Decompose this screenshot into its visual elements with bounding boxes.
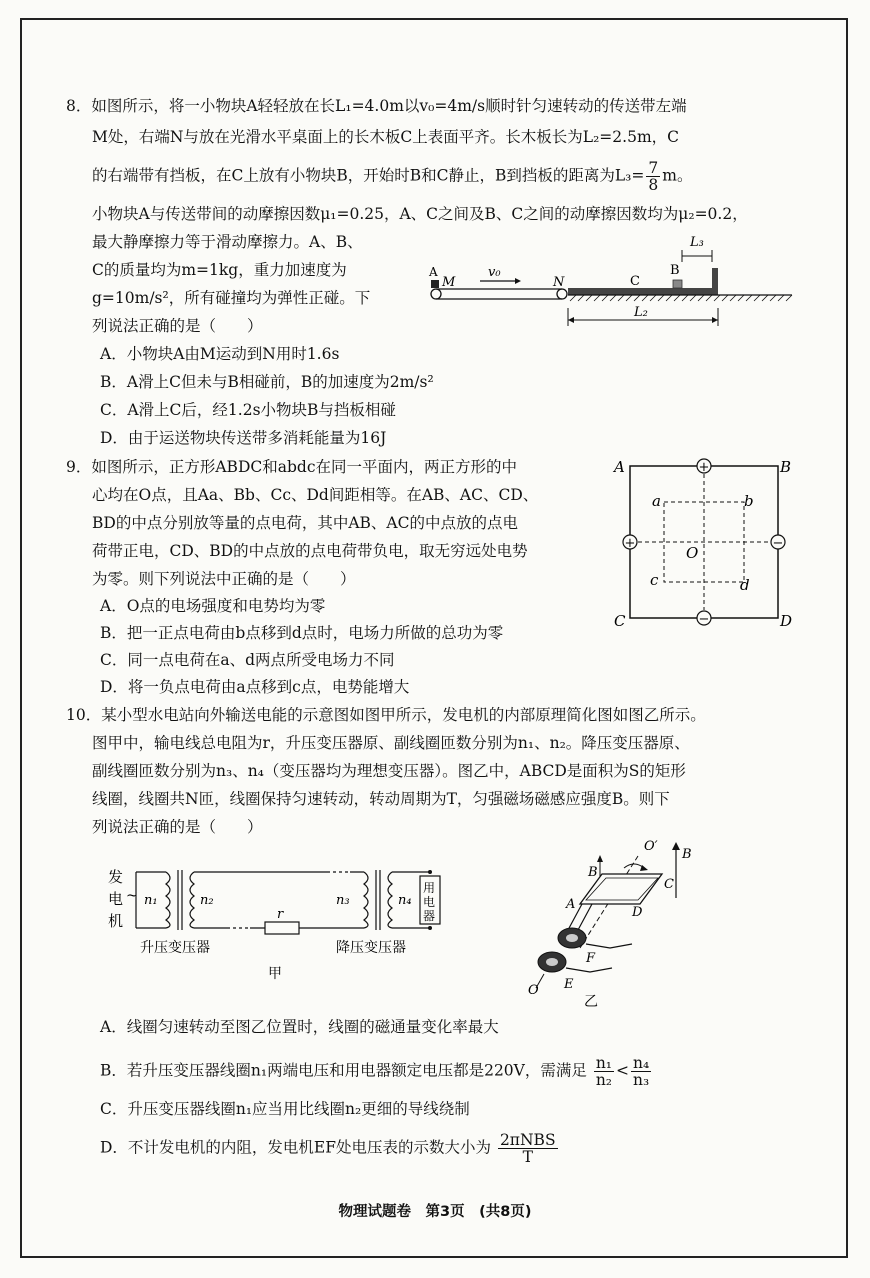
jia-device-1: 用: [423, 881, 436, 895]
q10-option-c: C．升压变压器线圈n₁应当用比线圈n₂更细的导线绕制: [100, 1100, 470, 1118]
q9-charge-bottom: −: [698, 612, 710, 627]
q8-line-3-unit: m。: [662, 166, 693, 185]
q10-option-d: [100, 1132, 560, 1165]
frac2-den: n₃: [633, 1071, 650, 1089]
q9-charge-left: +: [624, 536, 636, 551]
q9-line-4: 荷带正电，CD、BD的中点放的点电荷带负电，取无穷远处电势: [92, 542, 528, 560]
q9-label-O: O: [686, 544, 699, 562]
jia-step-up: 升压变压器: [140, 940, 210, 956]
q10-option-d-frac: [498, 1132, 558, 1165]
q10-line-4: 线圈，线圈共N匝，线圈保持匀速转动，转动周期为T，匀强磁场磁感应强度B。则下: [92, 790, 670, 808]
q8-fig-label-c: C: [630, 274, 640, 289]
q10-line-2: 图甲中，输电线总电阻为r，升压变压器原、副线圈匝数分别为n₁、n₂。降压变压器原、: [92, 734, 690, 752]
q10-line-3: 副线圈匝数分别为n₃、n₄（变压器均为理想变压器）。图乙中，ABCD是面积为S的矩形: [92, 762, 686, 780]
q9-label-a: a: [652, 492, 661, 510]
frac1-num: n₁: [595, 1054, 613, 1072]
q9-option-d: D．将一负点电荷由a点移到c点，电势能增大: [100, 678, 410, 696]
jia-step-down: 降压变压器: [336, 940, 406, 956]
q9-label-D: D: [780, 612, 793, 630]
q8-frac-den: 8: [648, 176, 659, 194]
q8-fig-label-m: M: [442, 275, 456, 290]
q8-line-2: M处，右端N与放在光滑水平桌面上的长木板C上表面平齐。长木板长为L₂=2.5m，C: [92, 128, 679, 146]
q10-option-d-text: D．不计发电机的内阻，发电机EF处电压表的示数大小为: [100, 1138, 491, 1157]
q8-fig-label-b: B: [670, 263, 680, 278]
page-footer: 物理试题卷 第3页 (共8页): [338, 1204, 532, 1220]
q8-option-b: B．A滑上C但未与B相碰前，B的加速度为2m/s²: [100, 373, 434, 391]
jia-caption: 甲: [268, 966, 282, 982]
q8-line-8: 列说法正确的是（ ）: [92, 317, 263, 335]
q9-charge-right: −: [772, 536, 784, 551]
jia-device-2: 电: [423, 895, 436, 909]
q9-label-c: c: [650, 571, 659, 589]
yi-label-d: D: [632, 905, 643, 920]
q9-charge-top: +: [698, 460, 710, 475]
jia-n1: n₁: [144, 893, 158, 908]
jia-gen-3: 机: [108, 912, 124, 930]
q9-line-5: 为零。则下列说法中正确的是（ ）: [92, 570, 356, 588]
q9-option-b: B．把一正点电荷由b点移到d点时，电场力所做的总功为零: [100, 624, 504, 642]
q8-line-4: 小物块A与传送带间的动摩擦因数μ₁=0.25，A、C之间及B、C之间的动摩擦因数均为μ₂=0.2，: [92, 205, 748, 223]
frac1-den: n₂: [595, 1071, 613, 1089]
q9-line-1: 9．如图所示，正方形ABDC和abdc在同一平面内，两正方形的中: [66, 458, 518, 476]
q9-label-B: B: [780, 458, 792, 476]
q10-figure-jia: [100, 860, 460, 990]
q9-label-C: C: [614, 612, 626, 630]
q8-fraction: [646, 160, 660, 193]
q8-line-6: C的质量均为m=1kg，重力加速度为: [92, 261, 347, 279]
jia-device-3: 器: [423, 909, 436, 923]
q9-square-figure: [608, 452, 798, 632]
q8-fig-label-v0: v₀: [488, 265, 501, 280]
q8-option-c: C．A滑上C后，经1.2s小物块B与挡板相碰: [100, 401, 396, 419]
jia-n4: n₄: [398, 893, 412, 908]
q8-option-d: D．由于运送物块传送带多消耗能量为16J: [100, 429, 387, 447]
jia-tilde: ~: [126, 888, 138, 904]
q8-fig-label-n: N: [553, 275, 565, 290]
q8-frac-num: 7: [648, 159, 659, 177]
q8-option-a: A．小物块A由M运动到N用时1.6s: [100, 345, 340, 363]
yi-label-a: A: [566, 897, 576, 912]
yi-label-oprime: O′: [644, 839, 658, 854]
q9-label-A: A: [614, 458, 625, 476]
frac2-num: n₄: [633, 1054, 650, 1072]
q10-figure-yi: [520, 838, 720, 1013]
q10-option-b-lt: <: [616, 1061, 630, 1080]
q8-line-3-text: 的右端带有挡板，在C上放有小物块B，开始时B和C静止，B到挡板的距离为L₃=: [92, 166, 645, 185]
q8-line-3: [92, 160, 692, 193]
q8-line-1: 8．如图所示，将一小物块A轻轻放在长L₁=4.0m以v₀=4m/s顺时针匀速转动的传送带左端: [66, 97, 687, 115]
yi-label-b-coil: B: [588, 865, 598, 880]
q9-label-b: b: [744, 492, 754, 510]
q10-option-b-frac-1: [594, 1055, 614, 1088]
q9-label-d: d: [740, 576, 750, 594]
q8-line-5: 最大静摩擦力等于滑动摩擦力。A、B、: [92, 233, 363, 251]
q9-line-3: BD的中点分别放等量的点电荷，其中AB、AC的中点放的点电: [92, 514, 518, 532]
frac-d-num: 2πNBS: [499, 1131, 556, 1149]
q9-line-2: 心均在O点，且Aa、Bb、Cc、Dd间距相等。在AB、AC、CD、: [92, 486, 539, 504]
q8-fig-label-a: A: [429, 265, 438, 279]
jia-n2: n₂: [200, 893, 214, 908]
q8-line-7: g=10m/s²，所有碰撞均为弹性正碰。下: [92, 289, 371, 307]
q10-option-b: [100, 1055, 653, 1088]
q10-line-1: 10．某小型水电站向外输送电能的示意图如图甲所示，发电机的内部原理简化图如图乙所示。: [66, 706, 706, 724]
yi-label-b-right: B: [682, 847, 692, 862]
q10-option-a: A．线圈匀速转动至图乙位置时，线圈的磁通量变化率最大: [100, 1018, 499, 1036]
q10-option-b-frac-2: [631, 1055, 651, 1088]
yi-label-c: C: [664, 877, 674, 892]
jia-gen-1: 发: [108, 868, 124, 886]
q10-option-b-text: B．若升压变压器线圈n₁两端电压和用电器额定电压都是220V，需满足: [100, 1061, 587, 1080]
q8-conveyor-figure: [420, 228, 800, 328]
yi-label-f: F: [586, 951, 596, 966]
frac-d-den: T: [522, 1148, 533, 1166]
q8-fig-label-l2: L₂: [634, 305, 648, 320]
yi-label-e: E: [564, 977, 574, 992]
jia-n3: n₃: [336, 893, 350, 908]
yi-caption: 乙: [584, 994, 598, 1010]
yi-label-o: O: [528, 983, 539, 998]
jia-gen-2: 电: [108, 890, 124, 908]
q8-fig-label-l3: L₃: [690, 235, 704, 250]
q10-line-5: 列说法正确的是（ ）: [92, 818, 263, 836]
q9-option-a: A．O点的电场强度和电势均为零: [100, 597, 326, 615]
q9-option-c: C．同一点电荷在a、d两点所受电场力不同: [100, 651, 395, 669]
jia-r: r: [277, 907, 284, 922]
